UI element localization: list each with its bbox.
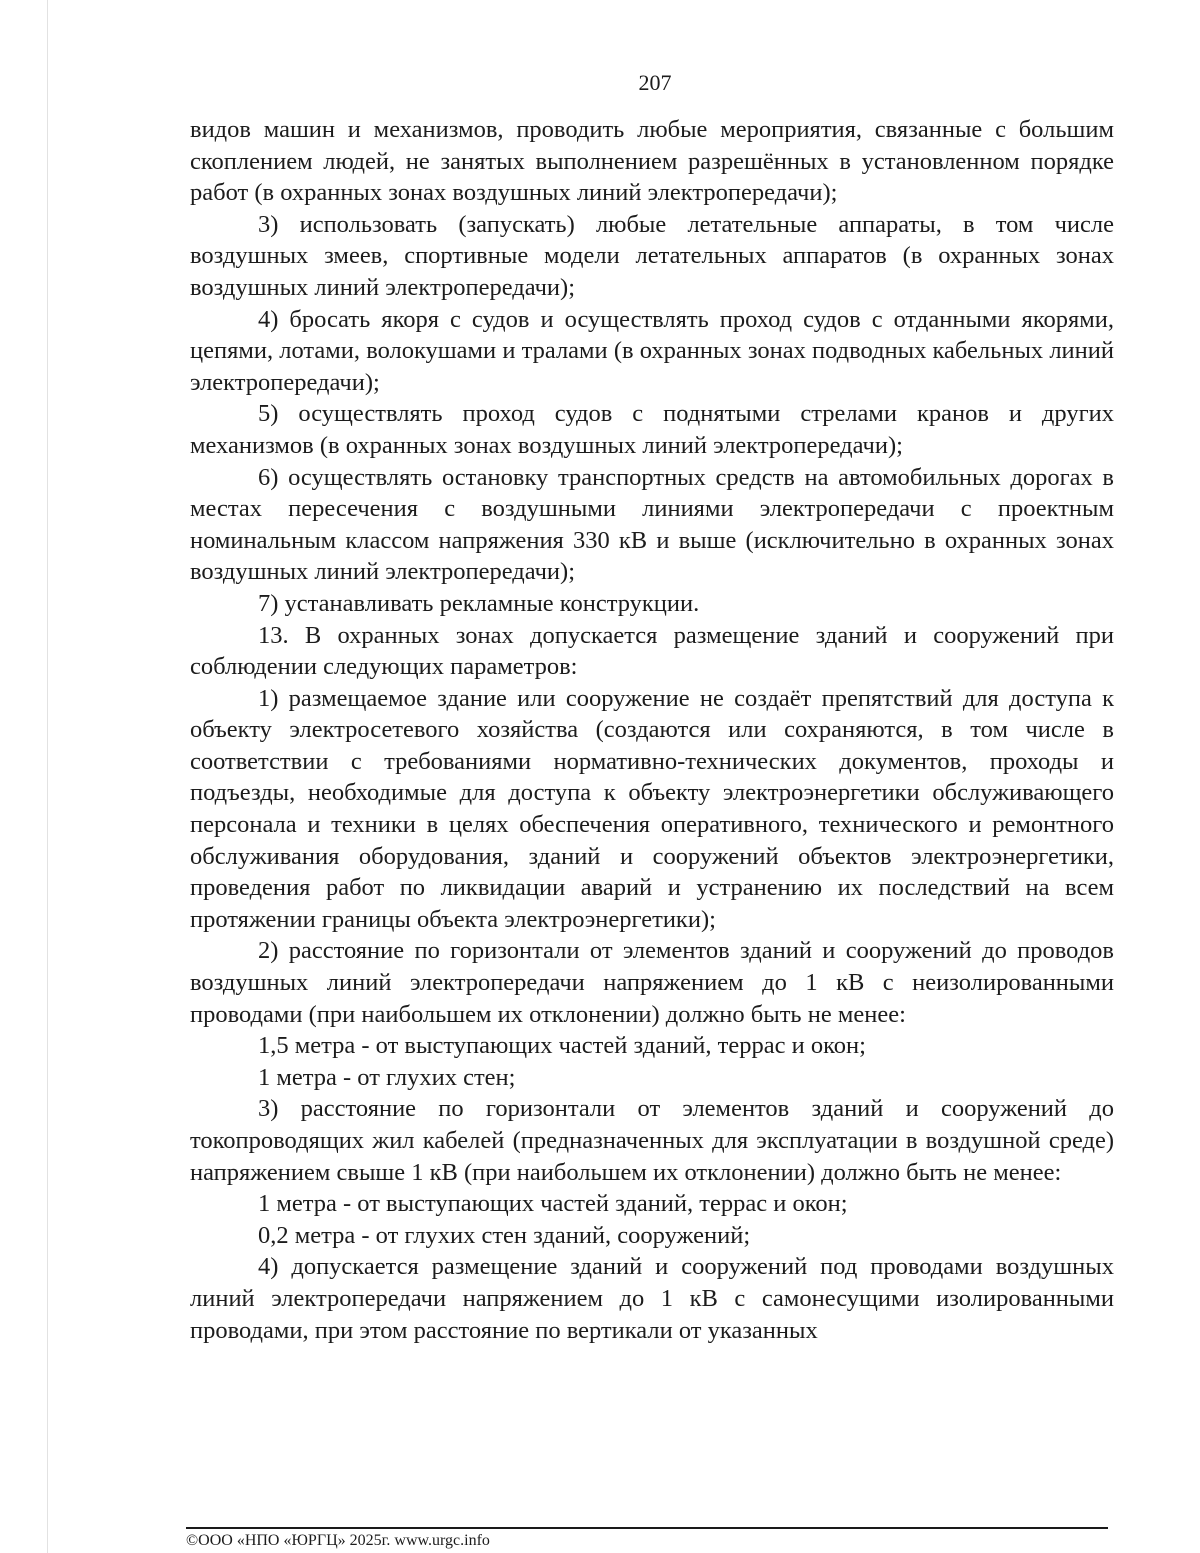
list-item: 4) допускается размещение зданий и сооружений под проводами воздушных линий электропередачи напряжением до 1 кВ с самонесущими изолированными проводами, при этом расстояние по вертикали от указанных (190, 1253, 1114, 1344)
distance-line: 1 метра - от выступающих частей зданий, террас и окон; (258, 1190, 848, 1218)
list-item: 3) расстояние по горизонтали от элементов зданий и сооружений до токопроводящих жил кабелей (предназначенных для эксплуатации в воздушной среде) напряжением свыше 1 кВ (при наибольшем их отклонении) должно быть не менее: (190, 1095, 1114, 1186)
list-item: 1) размещаемое здание или сооружение не создаёт препятствий для доступа к объекту электросетевого хозяйства (создаются или сохраняются, в том числе в соответствии с требованиями нормативно-технических документов, проходы и подъезды, необходимые для доступа к объекту электроэнергетики обслуживающего персонала и техники в целях обеспечения оперативного, технического и ремонтного обслуживания оборудования, зданий и сооружений объектов электроэнергетики, проведения работ по ликвидации аварий и устранению их последствий на всем протяжении границы объекта электроэнергетики); (190, 684, 1114, 933)
page-number: 207 (638, 70, 672, 95)
distance-line: 1,5 метра - от выступающих частей зданий, террас и окон; (258, 1032, 866, 1060)
footer-copyright: ©ООО «НПО «ЮРГЦ» 2025г. www.urgc.info (186, 1532, 490, 1549)
list-item: 2) расстояние по горизонтали от элементов зданий и сооружений до проводов воздушных линий электропередачи напряжением до 1 кВ с неизолированными проводами (при наибольшем их отклонении) должно быть не менее: (190, 937, 1114, 1028)
list-item: 5) осуществлять проход судов с поднятыми стрелами кранов и других механизмов (в охранных зонах воздушных линий электропередачи); (190, 400, 1114, 459)
footer-divider (186, 1527, 1108, 1529)
section-paragraph: 13. В охранных зонах допускается размещение зданий и сооружений при соблюдении следующих параметров: (190, 621, 1114, 681)
paragraph: видов машин и механизмов, проводить любые мероприятия, связанные с большим скоплением людей, не занятых выполнением разрешённых в установленном порядке работ (в охранных зонах воздушных линий электропередачи); (190, 116, 1114, 207)
scan-edge (47, 0, 48, 1553)
list-item: 3) использовать (запускать) любые летательные аппараты, в том числе воздушных змеев, спортивные модели летательных аппаратов (в охранных зонах воздушных линий электропередачи); (190, 210, 1114, 301)
list-item: 4) бросать якоря с судов и осуществлять проход судов с отданными якорями, цепями, лотами, волокушами и тралами (в охранных зонах подводных кабельных линий электропередачи); (190, 305, 1114, 396)
distance-line: 0,2 метра - от глухих стен зданий, сооружений; (258, 1221, 751, 1249)
list-item: 7) устанавливать рекламные конструкции. (258, 589, 700, 617)
list-item: 6) осуществлять остановку транспортных средств на автомобильных дорогах в местах пересечения с воздушными линиями электропередачи с проектным номинальным классом напряжения 330 кВ и выше (исключительно в охранных зонах воздушных линий электропередачи); (190, 463, 1114, 586)
distance-line: 1 метра - от глухих стен; (258, 1063, 516, 1091)
document-body (190, 114, 1114, 1346)
